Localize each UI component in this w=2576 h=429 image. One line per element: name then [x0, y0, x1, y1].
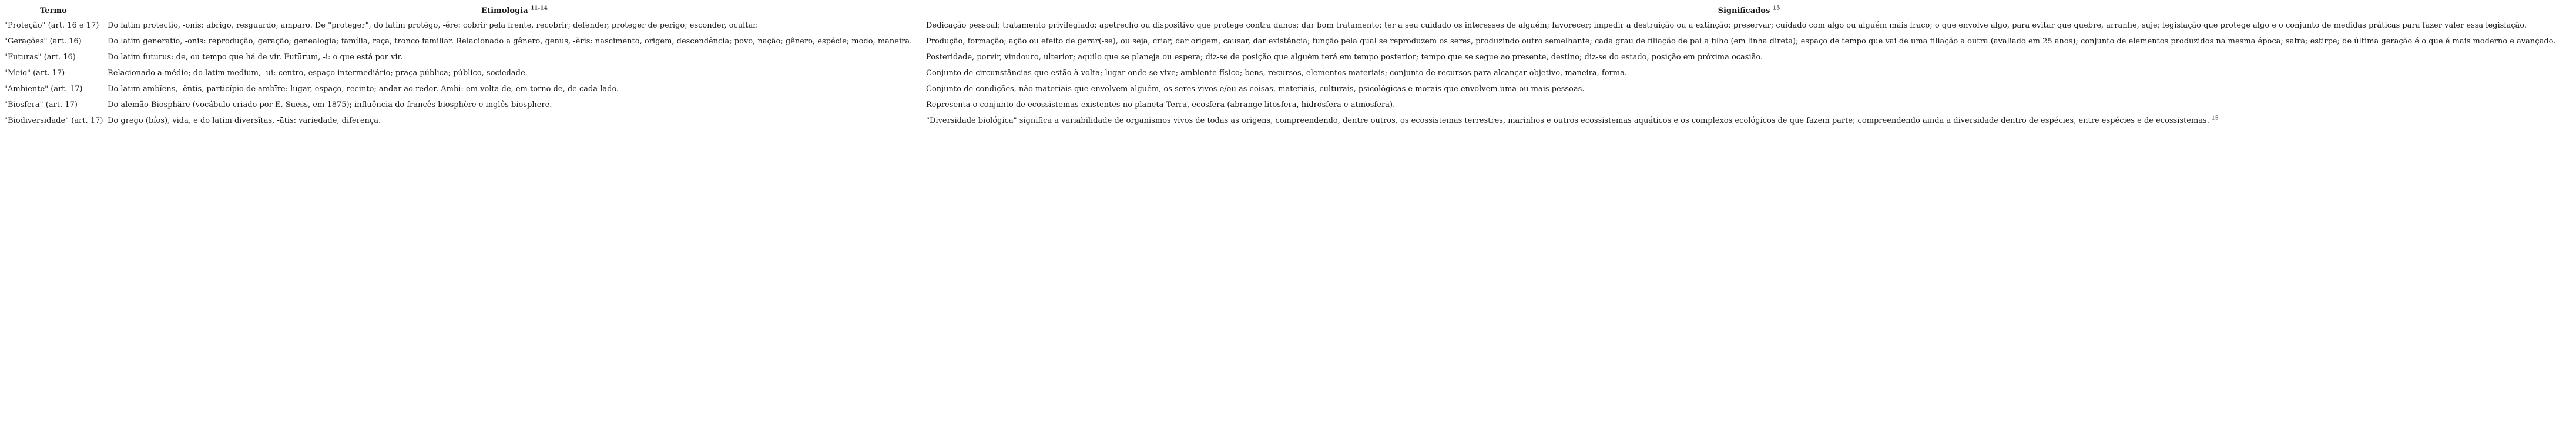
cell-meaning-text: Produção, formação; ação ou efeito de gerar(-se), ou seja, criar, dar origem, causar, dar existência; função pela qual se reproduzem os seres, produzindo outro semelhante; cada grau de filiação de pai a filho (em linha direta); espaço de tempo que vai de uma filiação a outra (avaliado em 25 anos); conjunto de elementos produzidos na mesma época; safra; estirpe; de última geração é o que é mais moderno e avançado.	[926, 37, 2556, 46]
table-row	[2, 66, 2574, 82]
cell-meaning	[924, 114, 2574, 130]
cell-meaning	[924, 98, 2574, 114]
header-term-label: Termo	[40, 6, 67, 15]
header-meaning-ref: 15	[1772, 5, 1780, 12]
header-meaning	[924, 6, 2574, 19]
cell-etymology: Do grego (bíos), vida, e do latim diversĭtas, -ātis: variedade, diferença.	[108, 116, 381, 125]
table-row	[2, 114, 2574, 130]
table-row	[2, 98, 2574, 114]
cell-meaning	[924, 19, 2574, 35]
table-row	[2, 35, 2574, 51]
cell-etymology: Do alemão Biosphäre (vocábulo criado por E. Suess, em 1875); influência do francês biosphère e inglês biosphere.	[108, 100, 552, 109]
cell-etymology: Relacionado a médio; do latim medium, -ui: centro, espaço intermediário; praça pública; público, sociedade.	[108, 69, 528, 78]
header-meaning-label: Significados	[1718, 6, 1770, 15]
cell-term: "Meio" (art. 17)	[4, 69, 65, 78]
cell-meaning	[924, 66, 2574, 82]
cell-meaning-text: "Diversidade biológica" significa a variabilidade de organismos vivos de todas as origens, compreendendo, dentre outros, os ecossistemas terrestres, marinhos e outros ecossistemas aquáticos e os complexos ecológicos de que fazem parte; compreendendo ainda a diversidade dentro de espécies, entre espécies e de ecossistemas.	[926, 116, 2209, 125]
cell-meaning-text: Dedicação pessoal; tratamento privilegiado; apetrecho ou dispositivo que protege contra danos; dar bom tratamento; ter a seu cuidado os interesses de alguém; favorecer; impedir a destruição ou a extinção; preservar; cuidado com algo ou alguém mais fraco; o que envolve algo, para evitar que quebre, arranhe, suje; legislação que protege algo e o conjunto de medidas práticas para fazer valer essa legislação.	[926, 21, 2527, 30]
cell-meaning-ref: 15	[2212, 115, 2219, 122]
cell-meaning-text: Conjunto de condições, não materiais que envolvem alguém, os seres vivos e/ou as coisas, materiais, culturais, psicológicas e morais que envolvem uma ou mais pessoas.	[926, 85, 1585, 93]
header-etymology	[105, 6, 924, 19]
cell-etymology: Do latim ambĭens, -ĕntis, particípio de ambīre: lugar, espaço, recinto; andar ao redor. Ambi: em volta de, em torno de, de cada lado.	[108, 85, 619, 93]
header-etymology-ref: 11-14	[531, 5, 548, 12]
table-row	[2, 51, 2574, 66]
header-etymology-label: Etimologia	[481, 6, 528, 15]
cell-meaning-text: Posteridade, porvir, vindouro, ulterior; aquilo que se planeja ou espera; diz-se de posição que alguém terá em tempo posterior; tempo que se segue ao presente, destino; diz-se do estado, posição em próxima ocasião.	[926, 53, 1763, 62]
cell-meaning	[924, 35, 2574, 51]
table-row	[2, 19, 2574, 35]
table-row	[2, 82, 2574, 98]
cell-etymology: Do latim generātĭō, -ōnis: reprodução, geração; genealogia; família, raça, tronco familiar. Relacionado a gênero, genus, -ĕris: nascimento, origem, descendência; povo, nação; gênero, espécie; modo, maneira.	[108, 37, 913, 46]
cell-term: "Gerações" (art. 16)	[4, 37, 82, 46]
cell-etymology: Do latim futurus: de, ou tempo que há de vir. Futūrum, -i: o que está por vir.	[108, 53, 403, 62]
cell-term: "Ambiente" (art. 17)	[4, 85, 83, 93]
header-term	[2, 6, 105, 19]
cell-meaning-text: Conjunto de circunstâncias que estão à volta; lugar onde se vive; ambiente físico; bens, recursos, elementos materiais; conjunto de recursos para alcançar objetivo, maneira, forma.	[926, 69, 1627, 78]
terms-table	[2, 6, 2574, 130]
cell-etymology: Do latim protectĭō, -ōnis: abrigo, resguardo, amparo. De "proteger", do latim protĕgo, -ĕre: cobrir pela frente, recobrir; defender, proteger de perigo; esconder, ocultar.	[108, 21, 759, 30]
cell-term: "Biosfera" (art. 17)	[4, 100, 78, 109]
cell-meaning	[924, 82, 2574, 98]
cell-term: "Proteção" (art. 16 e 17)	[4, 21, 99, 30]
table-header-row	[2, 6, 2574, 19]
cell-meaning-text: Representa o conjunto de ecossistemas existentes no planeta Terra, ecosfera (abrange litosfera, hidrosfera e atmosfera).	[926, 100, 1396, 109]
cell-term: "Futuras" (art. 16)	[4, 53, 76, 62]
cell-meaning	[924, 51, 2574, 66]
cell-term: "Biodiversidade" (art. 17)	[4, 116, 103, 125]
